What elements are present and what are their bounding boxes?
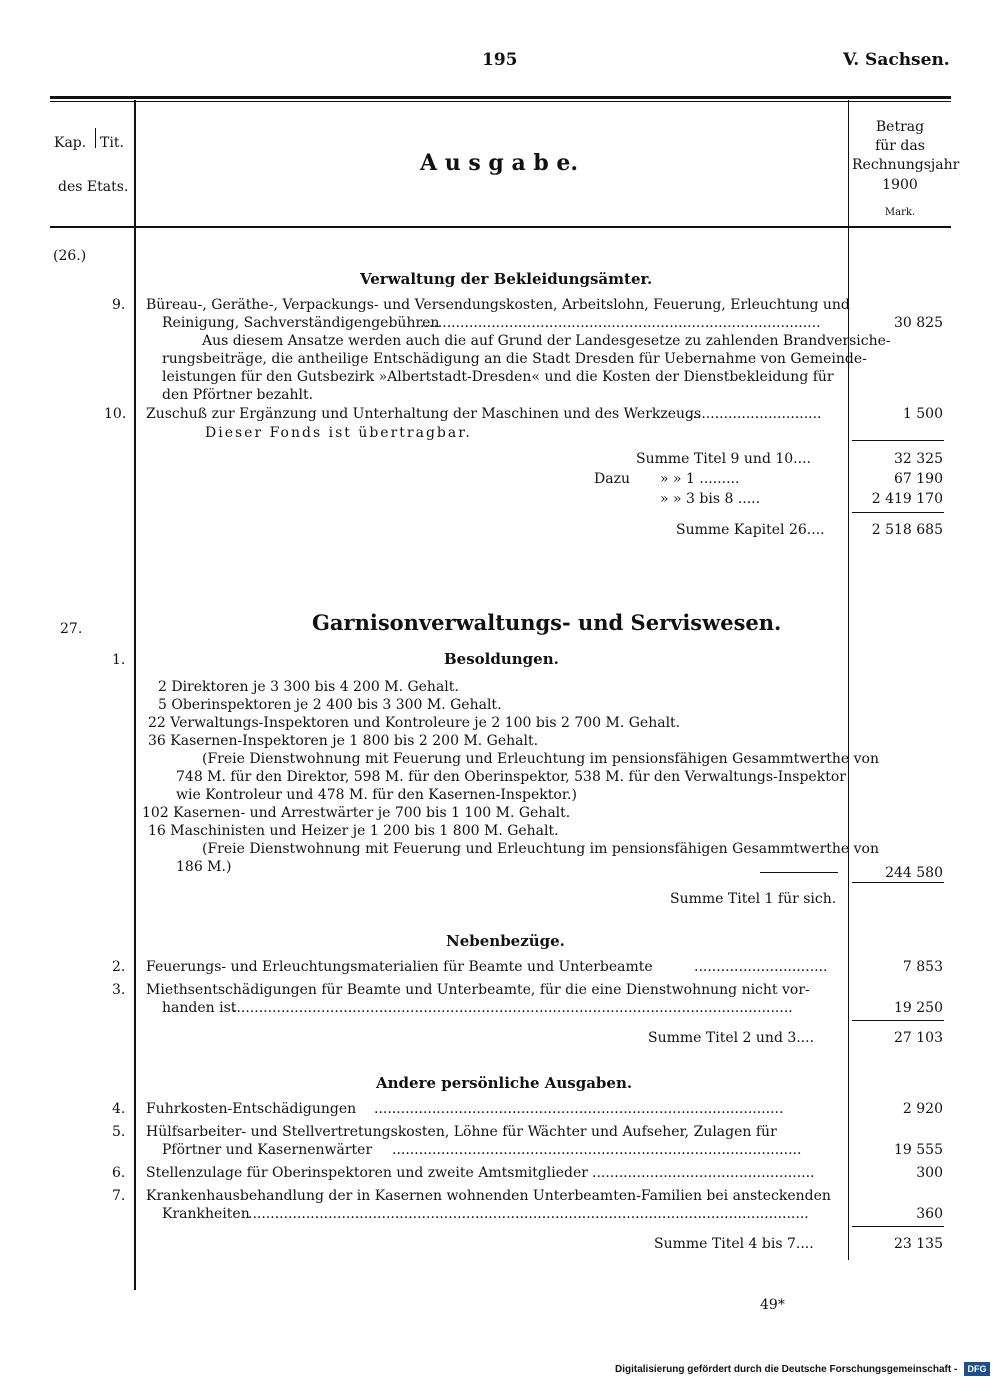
title-number: 6. — [112, 1165, 126, 1181]
amount: 19 250 — [894, 1000, 943, 1016]
sum-rule — [760, 872, 838, 873]
section-heading: Nebenbezüge. — [446, 932, 565, 950]
title-number: 1. — [112, 652, 126, 668]
note-text: Dieser Fonds ist übertragbar. — [205, 425, 472, 441]
amount: 1 500 — [902, 406, 943, 422]
salary-line: 102 Kasernen- und Arrestwärter je 700 bis 1 100 M. Gehalt. — [142, 805, 571, 821]
col-betrag-2: für das — [875, 138, 925, 154]
note-text: 186 M.) — [176, 859, 232, 875]
sum-rule — [852, 1020, 944, 1021]
entry-text: Fuhrkosten-Entschädigungen — [146, 1101, 357, 1117]
section-heading: Verwaltung der Bekleidungsämter. — [360, 270, 653, 288]
dot-leader: .............................................................................................................................. — [232, 1000, 793, 1016]
state-label: V. Sachsen. — [843, 50, 950, 70]
title-number: 9. — [112, 297, 126, 313]
entry-text: Büreau-, Geräthe-, Verpackungs- und Versendungskosten, Arbeitslohn, Feuerung, Erleuchtung und — [146, 297, 850, 313]
section-heading: Besoldungen. — [444, 650, 559, 668]
sum-label: Summe Titel 9 und 10.... — [636, 451, 811, 467]
dazu-line: » » 1 ......... — [660, 471, 740, 487]
dot-leader: .............................................................................................................................. — [248, 1206, 809, 1222]
amount: 2 419 170 — [871, 491, 943, 507]
entry-text: Miethsentschädigungen für Beamte und Unterbeamte, für die eine Dienstwohnung nicht vor- — [146, 982, 810, 998]
sum-rule — [852, 1226, 944, 1227]
title-number: 3. — [112, 982, 126, 998]
column-divider-right — [848, 100, 849, 1260]
chapter-heading: Garnisonverwaltungs- und Serviswesen. — [312, 610, 782, 635]
note-text: wie Kontroleur und 478 M. für den Kasernen-Inspektor.) — [176, 787, 577, 803]
column-divider-left — [134, 100, 136, 1290]
dazu-label: Dazu — [594, 471, 630, 487]
kap-tit-divider — [95, 128, 96, 148]
col-betrag-3: Rechnungsjahr — [852, 157, 960, 173]
section-heading: Andere persönliche Ausgaben. — [376, 1074, 633, 1092]
amount: 244 580 — [885, 865, 943, 881]
entry-text: handen ist — [162, 1000, 237, 1016]
entry-text: Krankenhausbehandlung der in Kasernen wohnenden Unterbeamten-Familien bei ansteckenden — [146, 1188, 831, 1204]
sheet-signature: 49* — [760, 1297, 785, 1313]
title-number: 4. — [112, 1101, 126, 1117]
salary-line: 22 Verwaltungs-Inspektoren und Kontroleure je 2 100 bis 2 700 M. Gehalt. — [148, 715, 681, 731]
dazu-line: » » 3 bis 8 ..... — [660, 491, 761, 507]
sum-label: Summe Titel 4 bis 7.... — [654, 1236, 814, 1252]
col-betrag-4: 1900 — [882, 177, 918, 193]
page-number: 195 — [482, 50, 518, 70]
col-betrag-1: Betrag — [875, 119, 925, 135]
note-text: den Pförtner bezahlt. — [162, 387, 314, 403]
col-des-etats: des Etats. — [58, 179, 129, 195]
sum-amount: 32 325 — [894, 451, 943, 467]
dot-leader: ............................................................................................ — [392, 1142, 802, 1158]
dot-leader: .................................................. — [592, 1165, 815, 1181]
amount: 67 190 — [894, 471, 943, 487]
amount: 360 — [916, 1206, 943, 1222]
sum-amount: 2 518 685 — [871, 522, 943, 538]
salary-line: 16 Maschinisten und Heizer je 1 200 bis 1 800 M. Gehalt. — [148, 823, 559, 839]
sum-label: Summe Kapitel 26.... — [676, 522, 825, 538]
dot-leader: .............................. — [694, 959, 828, 975]
dfg-logo: DFG — [964, 1362, 990, 1376]
amount: 30 825 — [894, 315, 943, 331]
amount: 300 — [916, 1165, 943, 1181]
note-text: rungsbeiträge, die antheilige Entschädigung an die Stadt Dresden für Uebernahme von Gemeinde- — [162, 351, 867, 367]
kap-26: (26.) — [53, 248, 87, 264]
note-text: (Freie Dienstwohnung mit Feuerung und Erleuchtung im pensionsfähigen Gesammtwerthe von — [202, 751, 880, 767]
sum-rule — [852, 512, 944, 513]
title-number: 7. — [112, 1188, 126, 1204]
salary-line: 5 Oberinspektoren je 2 400 bis 3 300 M. Gehalt. — [158, 697, 502, 713]
note-text: (Freie Dienstwohnung mit Feuerung und Erleuchtung im pensionsfähigen Gesammtwerthe von — [202, 841, 880, 857]
header-rule — [50, 226, 951, 228]
dot-leader: .......................................................................................... — [420, 315, 821, 331]
col-tit: Tit. — [100, 135, 124, 151]
amount: 19 555 — [894, 1142, 943, 1158]
col-kap: Kap. — [54, 135, 87, 151]
entry-text: Hülfsarbeiter- und Stellvertretungskosten, Löhne für Wächter und Aufseher, Zulagen für — [146, 1124, 777, 1140]
entry-text: Pförtner und Kasernenwärter — [162, 1142, 373, 1158]
sum-rule — [852, 440, 944, 441]
dot-leader: .............................. — [688, 406, 822, 422]
kap-27: 27. — [60, 621, 83, 637]
title-number: 2. — [112, 959, 126, 975]
note-text: leistungen für den Gutsbezirk »Albertstadt-Dresden« und die Kosten der Dienstbekleidung für — [162, 369, 834, 385]
sum-amount: 27 103 — [894, 1030, 943, 1046]
amount: 7 853 — [902, 959, 943, 975]
salary-line: 2 Direktoren je 3 300 bis 4 200 M. Gehalt. — [158, 679, 459, 695]
note-text: Aus diesem Ansatze werden auch die auf Grund der Landesgesetze zu zahlenden Brandversiche- — [202, 333, 891, 349]
sum-label: Summe Titel 1 für sich. — [670, 891, 837, 907]
entry-text: Stellenzulage für Oberinspektoren und zweite Amtsmitglieder — [146, 1165, 588, 1181]
title-number: 10. — [104, 406, 127, 422]
entry-text: Reinigung, Sachverständigengebühren — [162, 315, 440, 331]
table-title: A u s g a b e. — [420, 150, 579, 176]
sum-label: Summe Titel 2 und 3.... — [648, 1030, 815, 1046]
top-rule-thin — [50, 101, 951, 102]
sum-rule — [852, 882, 944, 883]
salary-line: 36 Kasernen-Inspektoren je 1 800 bis 2 200 M. Gehalt. — [148, 733, 539, 749]
entry-text: Feuerungs- und Erleuchtungsmaterialien für Beamte und Unterbeamte — [146, 959, 653, 975]
dot-leader: ............................................................................................ — [374, 1101, 784, 1117]
title-number: 5. — [112, 1124, 126, 1140]
entry-text: Krankheiten — [162, 1206, 250, 1222]
note-text: 748 M. für den Direktor, 598 M. für den Oberinspektor, 538 M. für den Verwaltungs-Inspektor — [176, 769, 846, 785]
entry-text: Zuschuß zur Ergänzung und Unterhaltung der Maschinen und des Werkzeugs — [146, 406, 702, 422]
col-mark: Mark. — [884, 207, 916, 218]
top-rule — [50, 96, 951, 99]
sum-amount: 23 135 — [894, 1236, 943, 1252]
amount: 2 920 — [902, 1101, 943, 1117]
digitization-credit: Digitalisierung gefördert durch die Deutsche Forschungsgemeinschaft - — [615, 1364, 958, 1375]
